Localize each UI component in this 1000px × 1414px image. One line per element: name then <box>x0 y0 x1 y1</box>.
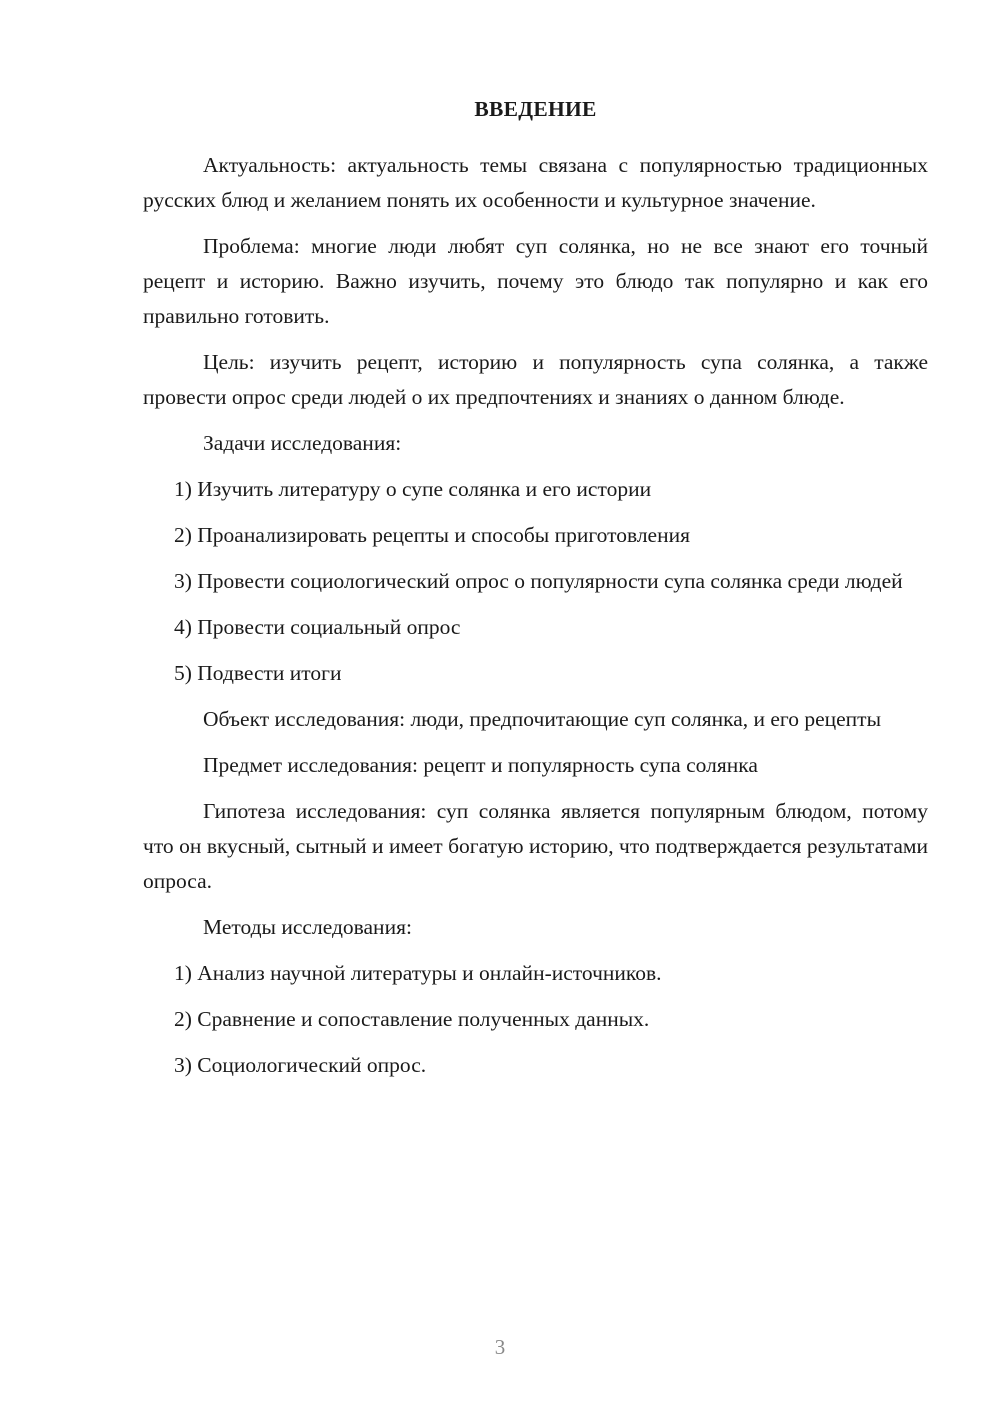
section-title: ВВЕДЕНИЕ <box>474 97 597 121</box>
method-item-1: 1) Анализ научной литературы и онлайн-источников. <box>174 961 662 985</box>
page-number: 3 <box>494 1335 506 1359</box>
object-paragraph: Объект исследования: люди, предпочитающие суп солянка, и его рецепты <box>203 707 882 731</box>
task-item-1: 1) Изучить литературу о супе солянка и его истории <box>174 477 652 501</box>
methods-heading: Методы исследования: <box>203 915 412 939</box>
goal-paragraph: Цель: изучить рецепт, историю и популярность супа солянка, а также провести опрос среди людей о их предпочтениях и знаниях о данном блюде. <box>143 350 928 409</box>
task-item-4: 4) Провести социальный опрос <box>174 615 461 639</box>
tasks-heading: Задачи исследования: <box>203 431 402 455</box>
task-item-2: 2) Проанализировать рецепты и способы приготовления <box>174 523 690 547</box>
subject-paragraph: Предмет исследования: рецепт и популярность супа солянка <box>203 753 758 777</box>
task-item-3: 3) Провести социологический опрос о популярности супа солянка среди людей <box>174 569 903 593</box>
method-item-2: 2) Сравнение и сопоставление полученных данных. <box>174 1007 650 1031</box>
method-item-3: 3) Социологический опрос. <box>174 1053 427 1077</box>
hypothesis-paragraph: Гипотеза исследования: суп солянка является популярным блюдом, потому что он вкусный, сытный и имеет богатую историю, что подтверждается результатами опроса. <box>143 799 928 893</box>
task-item-5: 5) Подвести итоги <box>174 661 342 685</box>
problem-paragraph: Проблема: многие люди любят суп солянка, но не все знают его точный рецепт и историю. Важно изучить, почему это блюдо так популярно и как его правильно готовить. <box>143 234 928 328</box>
relevance-paragraph: Актуальность: актуальность темы связана с популярностью традиционных русских блюд и желанием понять их особенности и культурное значение. <box>143 153 928 212</box>
page-content <box>143 92 928 1094</box>
